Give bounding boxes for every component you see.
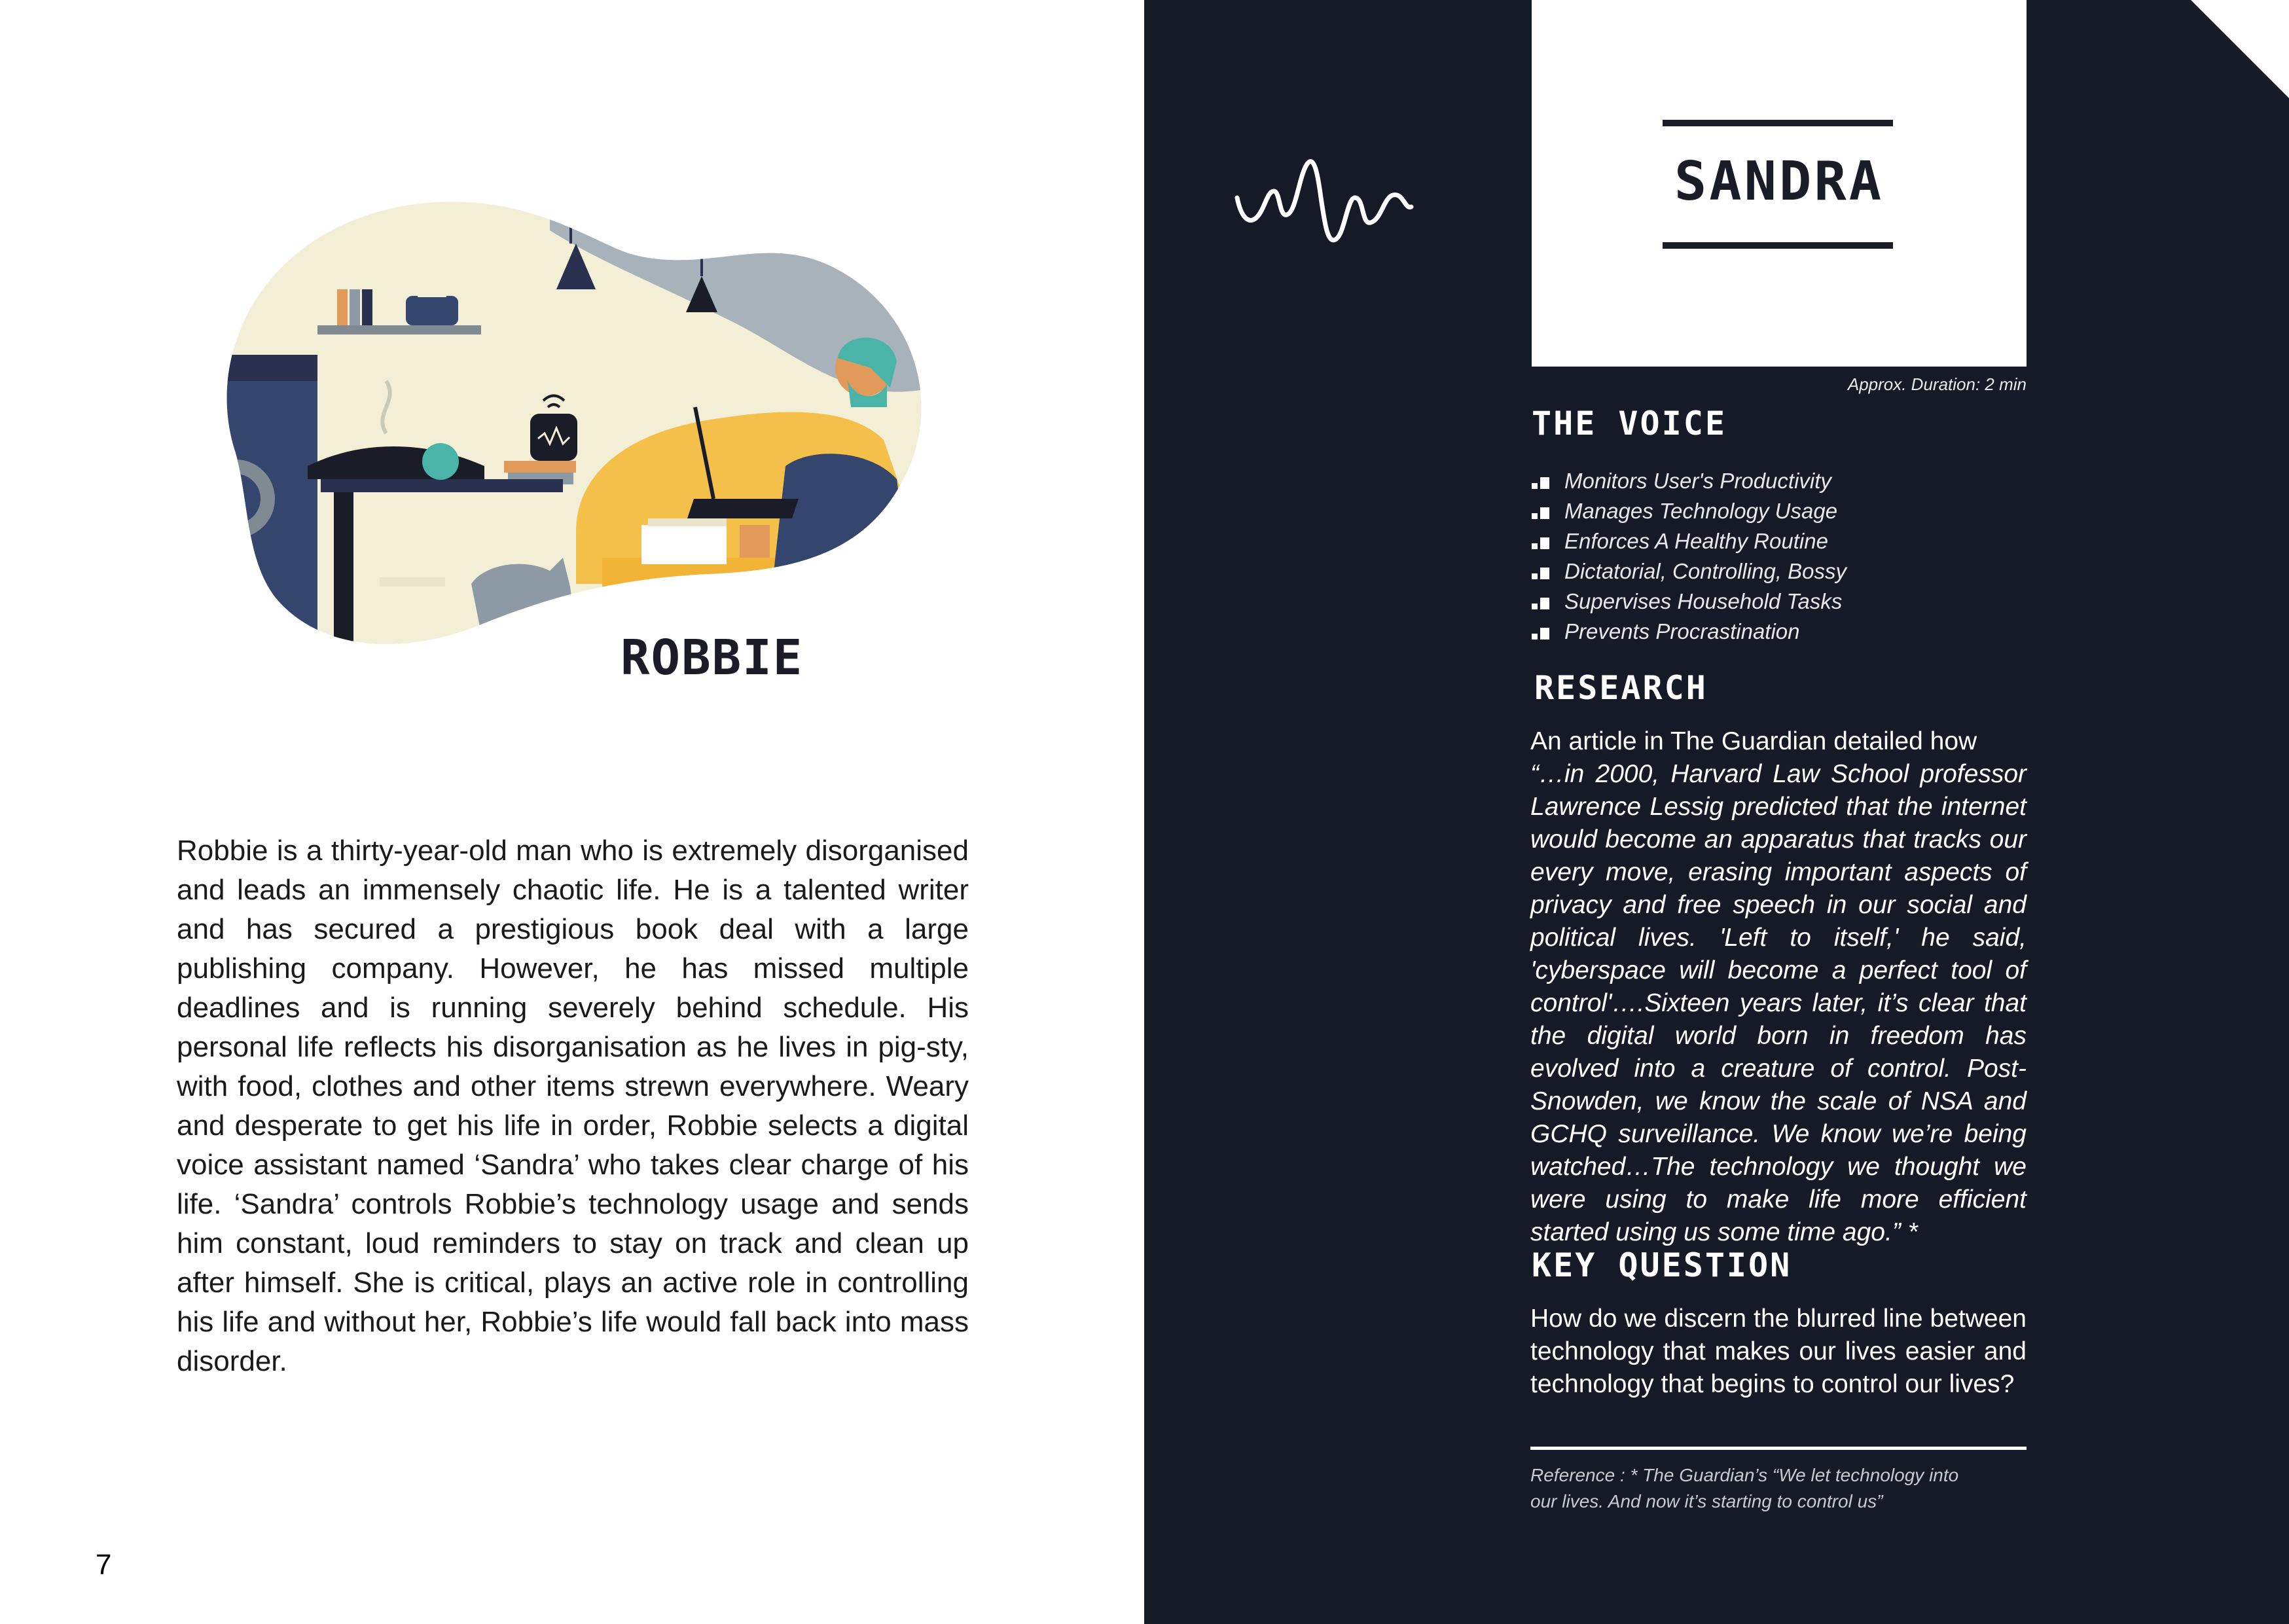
sound-wave-icon (1233, 152, 1443, 249)
research-heading: RESEARCH (1534, 669, 1708, 707)
voice-heading: THE VOICE (1532, 405, 1727, 442)
character-name-robbie: ROBBIE (621, 630, 804, 686)
voice-trait-item (1532, 496, 1847, 526)
voice-trait-label: Monitors User's Productivity (1564, 469, 1831, 493)
pixel-bullet-icon (1532, 473, 1550, 489)
robbie-illustration (209, 191, 933, 656)
pixel-bullet-icon (1532, 533, 1550, 549)
approx-duration: Approx. Duration: 2 min (1847, 374, 2027, 394)
voice-trait-item (1532, 526, 1847, 556)
title-rule-bottom (1663, 242, 1893, 249)
voice-trait-item (1532, 617, 1847, 647)
voice-trait-label: Dictatorial, Controlling, Bossy (1564, 559, 1847, 583)
title-box (1532, 0, 2027, 367)
page-number: 7 (96, 1549, 112, 1581)
key-question-heading: KEY QUESTION (1532, 1246, 1792, 1284)
reference-note: Reference : * The Guardian’s “We let technology into our lives. And now it’s starting to control us” (1530, 1465, 1959, 1511)
voice-trait-label: Manages Technology Usage (1564, 499, 1838, 523)
research-lead: An article in The Guardian detailed how (1530, 727, 1977, 755)
voice-trait-item (1532, 586, 1847, 617)
voice-traits-list (1532, 466, 1847, 647)
voice-trait-label: Supervises Household Tasks (1564, 589, 1843, 613)
research-text (1530, 725, 2027, 1249)
voice-trait-item (1532, 466, 1847, 496)
character-name-sandra: SANDRA (1674, 151, 1884, 213)
left-page (0, 0, 1144, 1624)
character-bio: Robbie is a thirty-year-old man who is extremely disorganised and leads an immensely chaotic life. He is a talented writer and has secured a prestigious book deal with a large publishing company. However, he has missed multiple deadlines and is running severely behind schedule. His personal life reflects his disorganisation as he lives in pig-sty, with food, clothes and other items strewn everywhere. Weary and desperate to get his life in order, Robbie selects a digital voice assistant named ‘Sandra’ who takes clear charge of his life. ‘Sandra’ controls Robbie’s technology usage and sends him constant, loud reminders to stay on track and clean up after himself. She is critical, plays an active role in controlling his life and without her, Robbie’s life would fall back into mass disorder. (177, 835, 969, 1377)
voice-trait-label: Enforces A Healthy Routine (1564, 529, 1828, 553)
key-question-text: How do we discern the blurred line between technology that makes our lives easier and technology that begins to control our lives? (1530, 1305, 2027, 1398)
pixel-bullet-icon (1532, 564, 1550, 579)
research-quote: “…in 2000, Harvard Law School professor Lawrence Lessig predicted that the internet would become an apparatus that tracks our every move, erasing important aspects of privacy and free speech in our social and political lives. 'Left to itself,' he said, 'cyberspace will become a perfect tool of control'….Sixteen years later, it’s clear that the digital world born in freedom has evolved into a creature of control. Post-Snowden, we know the scale of NSA and GCHQ surveillance. We know we’re being watched…The technology we thought we were using to make life more efficient started using us some time ago.” * (1530, 760, 2027, 1246)
pixel-bullet-icon (1532, 503, 1550, 519)
corner-fold (2191, 0, 2289, 98)
voice-trait-item (1532, 556, 1847, 586)
reference-divider (1530, 1447, 2027, 1450)
pixel-bullet-icon (1532, 624, 1550, 640)
pixel-bullet-icon (1532, 594, 1550, 609)
voice-trait-label: Prevents Procrastination (1564, 619, 1800, 643)
title-rule-top (1663, 120, 1893, 126)
